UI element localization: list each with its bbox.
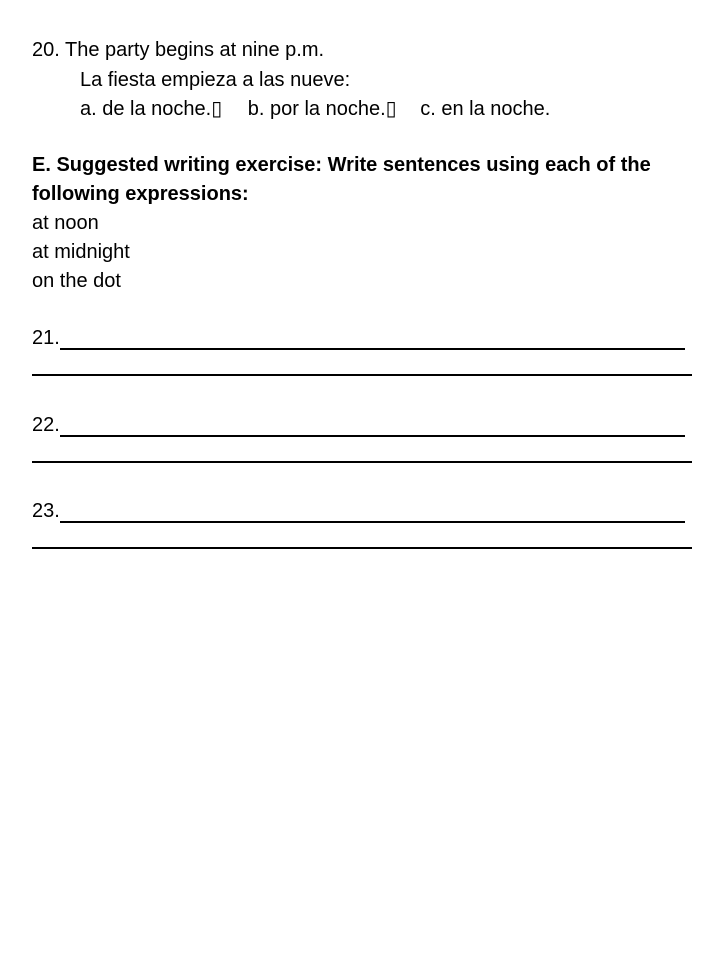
expression-item: on the dot <box>32 270 121 292</box>
question-20-prompt: 20. The party begins at nine p.m. <box>32 39 325 61</box>
answer-number: 22. <box>32 414 60 436</box>
answer-22-blank-continuation[interactable] <box>32 461 692 463</box>
question-20-spanish: La fiesta empieza a las nueve: <box>80 69 351 91</box>
answer-23-blank[interactable] <box>60 499 685 523</box>
answer-21-blank[interactable] <box>60 326 685 350</box>
question-20-options <box>80 97 550 121</box>
answer-23-row <box>32 499 692 523</box>
answer-22-row <box>32 413 692 437</box>
section-e-heading-line1: E. Suggested writing exercise: Write sentences using each of the <box>32 154 651 176</box>
option-c[interactable]: c. en la noche. <box>420 98 551 120</box>
answer-23-blank-continuation[interactable] <box>32 547 692 549</box>
answer-21-row <box>32 326 692 350</box>
expression-item: at midnight <box>32 241 130 263</box>
section-e-heading-line2: following expressions: <box>32 183 249 205</box>
option-b[interactable]: b. por la noche.▯ <box>247 98 397 120</box>
expression-item: at noon <box>32 212 99 234</box>
answer-number: 21. <box>32 327 60 349</box>
answer-22-blank[interactable] <box>60 413 685 437</box>
answer-number: 23. <box>32 500 60 522</box>
answer-21-blank-continuation[interactable] <box>32 374 692 376</box>
option-a[interactable]: a. de la noche.▯ <box>80 98 223 120</box>
